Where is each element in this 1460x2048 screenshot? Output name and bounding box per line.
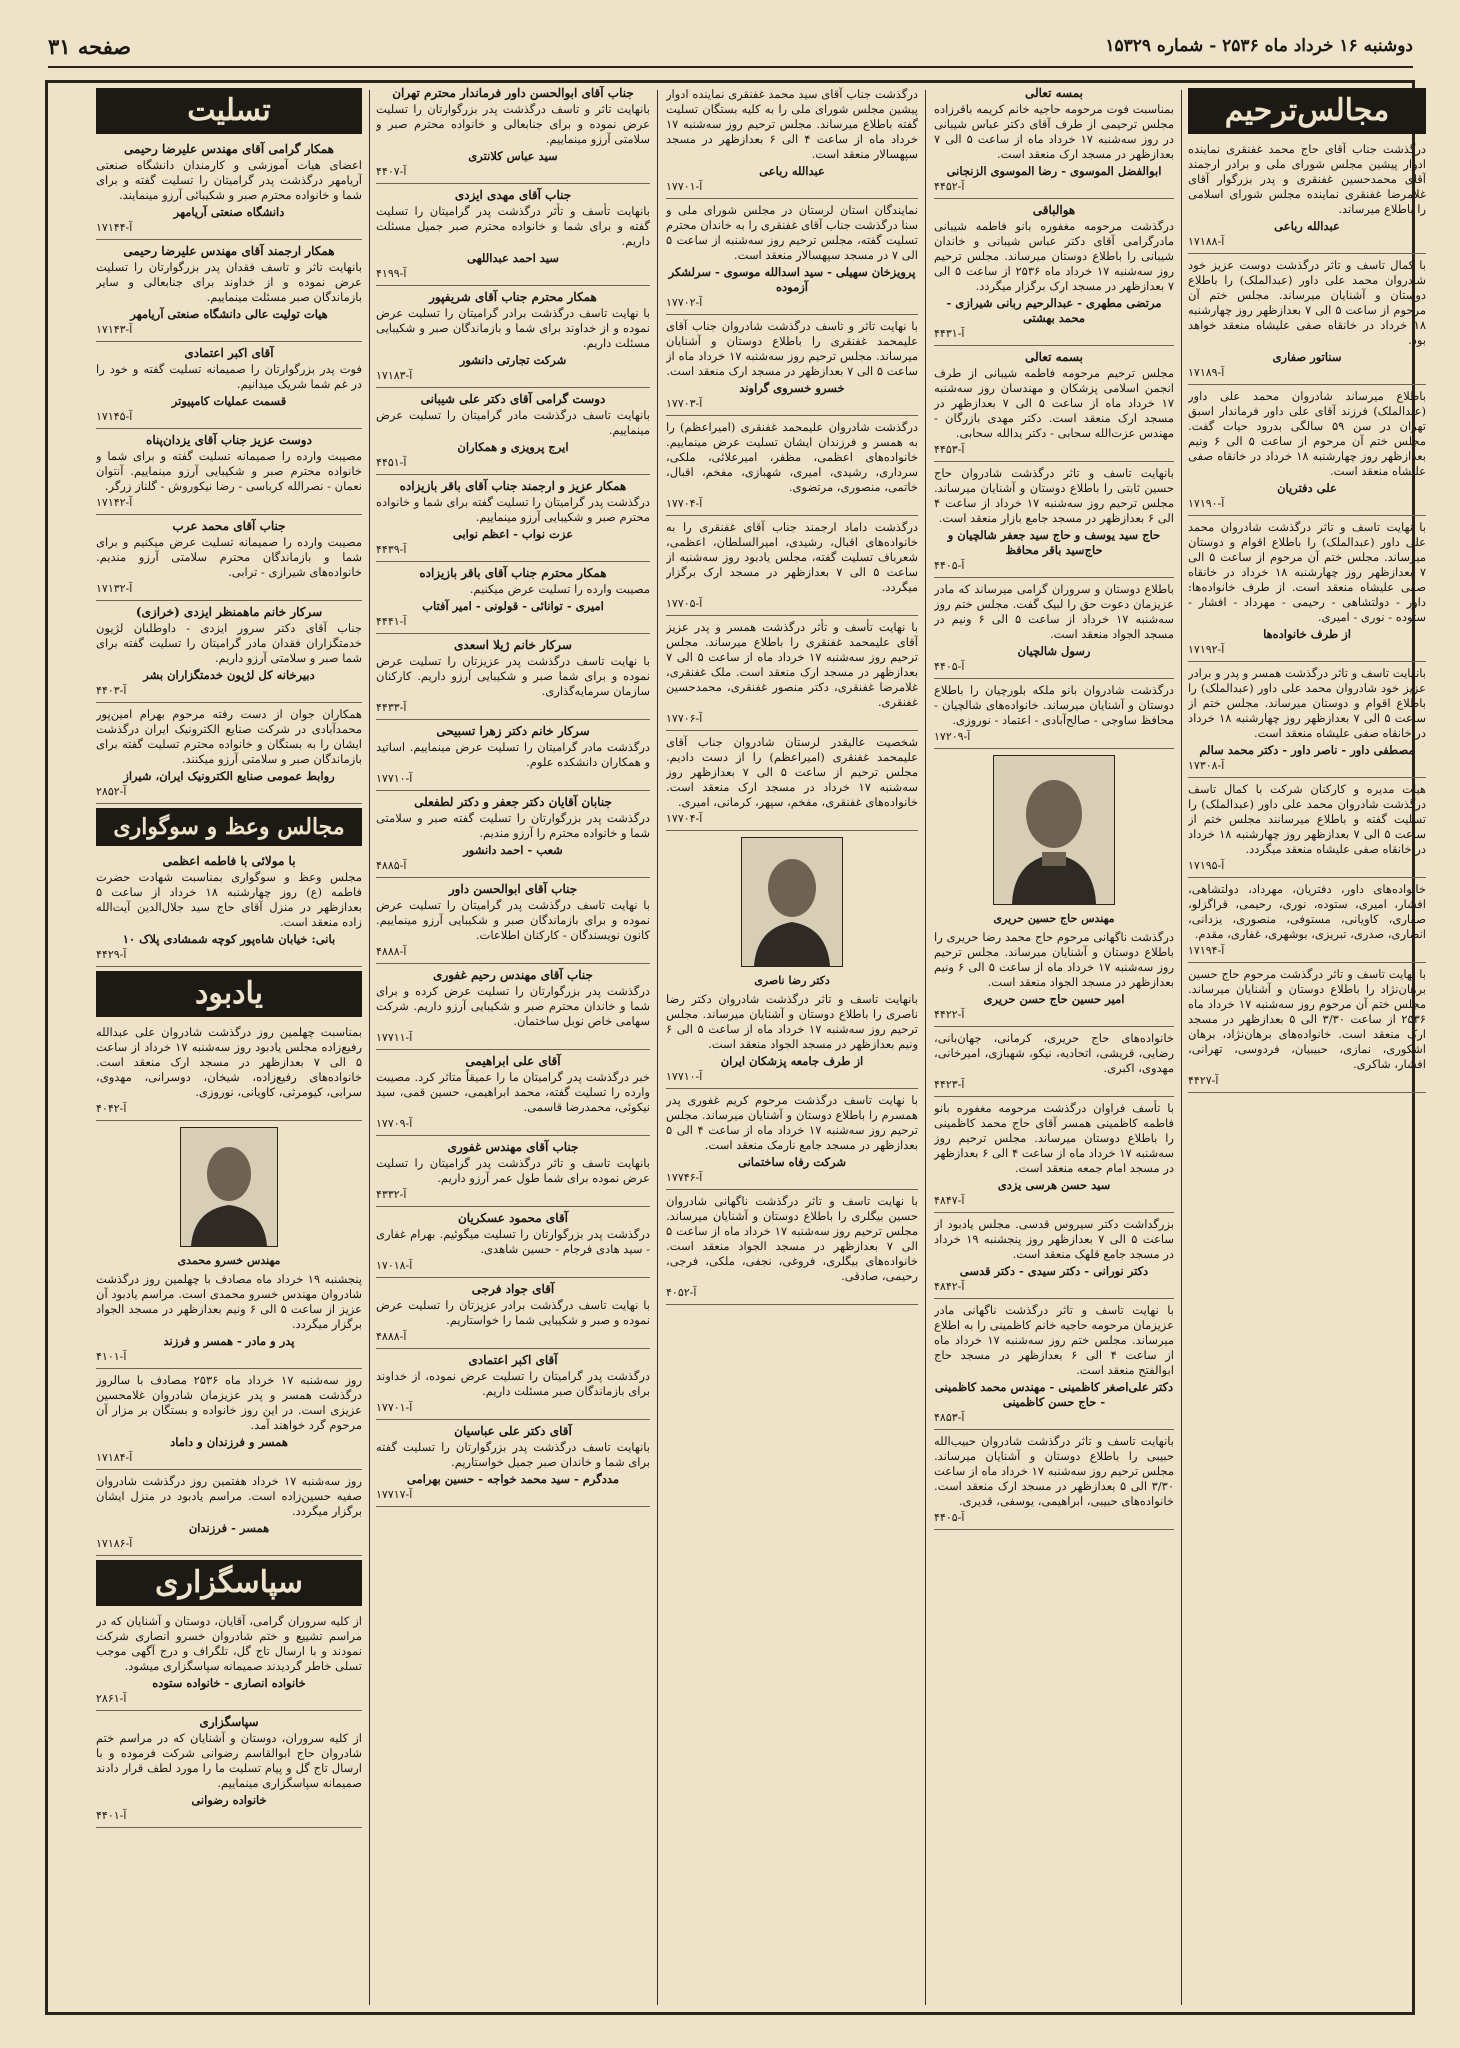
column-obituaries-3 <box>666 86 918 2008</box>
notice-signature: عبدالله رباعی <box>1274 219 1340 233</box>
notice-body: درگذشت شادروان علیمحمد غفنقری (امیراعظم) را به همسر و فرزندان ایشان تسلیت عرض مینماییم. خانواده‌های اعظمی، مظفر، امیرعلائی، ملکی، سرداری، رشیدی، امیری، شهبازی، مفخم، اقبال، خاتمی، منصوری، مرتضوی. <box>666 420 918 494</box>
notice <box>376 882 650 964</box>
notice-code: ۴۴۰۳-آ <box>96 684 127 697</box>
notice-code: ۴۸۸۵-آ <box>376 859 407 872</box>
notice <box>666 203 918 315</box>
notice-heading: جناب آقای مهندس رحیم غفوری <box>433 968 593 982</box>
notice-heading: بسمه تعالی <box>1024 350 1084 364</box>
notice <box>934 203 1174 346</box>
notice <box>96 1272 362 1369</box>
notice-code: ۴۸۴۲-آ <box>934 1280 965 1293</box>
notice-body: با نهایت تاسف درگذشت پدر گرامیتان را تسلیت عرض نموده و برای بازماندگان صبر و شکیبایی آرزو مینماییم. کانون نویسندگان - کارکنان اطلاعات. <box>376 898 650 942</box>
notice <box>96 244 362 342</box>
notice-body: از کلیه سروران، دوستان و آشنایان که در مراسم ختم شادروان حاج ابوالقاسم رضوانی شرکت فرموده و با ارسال تاج گل و پیام تسلیت ما را مورد لطف قرار دادند صمیمانه سپاسگزاری مینماییم. <box>96 1731 362 1790</box>
column-condolences <box>376 86 650 2008</box>
notice-code: ۱۷۷۰۴-آ <box>666 812 703 825</box>
notice-body: با نهایت تاسف درگذشت برادر عزیزتان را تسلیت عرض نموده و صبر و شکیبایی شما را خواستاریم. <box>376 1298 650 1327</box>
notice-signature: خانواده رضوانی <box>191 1793 267 1807</box>
notice-signature: مرتضی مطهری - عبدالرحیم ربانی شیرازی - محمد بهشتی <box>946 296 1162 325</box>
page-number: صفحه ۳۱ <box>48 34 132 59</box>
notice <box>1188 520 1426 662</box>
notice-body: هیات مدیره و کارکنان شرکت با کمال تاسف درگذشت شادروان محمد علی داور (عبدالملک) را تسلیت گفته و باطلاع میرسانند مجلس ختم از ساعت ۵ الی ۷ بعدازظهر روز چهارشنبه ۱۸ خرداد در خانقاه صفی علیشاه منعقد میگردد. <box>1188 782 1426 856</box>
notice-body: مصیبت وارده را صمیمانه تسلیت گفته و برای شما و خانواده محترم صبر و شکیبایی آرزو مینماییم. آنتوان نعمان - نصرالله کرباسی - رضا نیکوروش - گلناز زرگر. <box>96 449 362 493</box>
notice <box>376 724 650 791</box>
notice-body: شخصیت عالیقدر لرستان شادروان جناب آقای علیمحمد غفنقری (امیراعظم) را از دست دادیم. مجلس ترحیم از ساعت ۵ الی ۷ بعدازظهر روز سه‌شنبه ۱۷ خرداد در مسجد ارک منعقد است. خانواده‌های غفنقری، مفخم، سپهر، کرمانی، امیری. <box>666 735 918 809</box>
notice-body: همکاران جوان از دست رفته مرحوم بهرام امین‌پور محمدآبادی در شرکت صنایع الکترونیک ایران درگذشت ایشان را به بستگان و خانواده محترم تسلیت گفته برای بازماندگان صبر و سلامتی آرزو میکنند. <box>96 707 362 766</box>
notice-signature: سید احمد عبداللهی <box>467 251 559 265</box>
notice <box>376 1140 650 1207</box>
notice-heading: هوالباقی <box>1032 203 1076 217</box>
notice-signature: ایرج پرویزی و همکاران <box>457 440 569 454</box>
notice <box>96 1614 362 1711</box>
notice <box>666 1194 918 1305</box>
notice-code: ۱۷۷۱۷-آ <box>376 1488 413 1501</box>
notice-body: بانهایت تاسف و تاثر درگذشت پدر گرامیتان را تسلیت عرض نموده برای شما طول عمر آرزو داریم. <box>376 1156 650 1185</box>
notice <box>934 930 1174 1027</box>
notice-code: ۱۷۱۸۸-آ <box>1188 235 1225 248</box>
notice-heading: جناب آقای مهندس غفوری <box>447 1140 579 1154</box>
notice-body: خبر درگذشت پدر گرامیتان ما را عمیقاً متاثر کرد. مصیبت وارده را تسلیت گفته، محمد ابراهیمی، حسین قمی، سید نیکوئی، محمدرضا قاسمی. <box>376 1070 650 1114</box>
notice-body: با نهایت تاسف درگذشت پدر عزیزتان را تسلیت عرض نموده و برای شما صبر و شکیبایی آرزو داریم. کارکنان سازمان سرمایه‌گذاری. <box>376 654 650 698</box>
notice <box>666 735 918 831</box>
notice-body: مجلس ترحیم مرحومه فاطمه شیبانی از طرف انجمن اسلامی پزشکان و مهندسان روز سه‌شنبه ۱۷ خرداد ماه از ساعت ۵ الی ۷ بعدازظهر در مسجد ارک منعقد است. دکتر مهدی بازرگان - مهندس عزت‌الله سحابی - دکتر یدالله سحابی. <box>934 366 1174 440</box>
notice-body: درگذشت پدر بزرگوارتان را تسلیت عرض کرده و برای شما و خاندان محترم صبر و شکیبایی آرزو داریم. شرکت سهامی خاص نوبل ساختمان. <box>376 984 650 1028</box>
notice <box>96 1025 362 1121</box>
notice-code: ۴۸۵۳-آ <box>934 1411 965 1424</box>
portrait-block <box>96 1127 362 1268</box>
notice <box>934 350 1174 462</box>
notice-code: ۱۷۱۴۵-آ <box>96 410 133 423</box>
notice <box>376 638 650 720</box>
notice-code: ۱۷۱۹۲-آ <box>1188 643 1225 656</box>
notice-signature: قسمت عملیات کامپیوتر <box>171 394 287 408</box>
notice-body: با نهایت تاسف و تاثر درگذشت ناگهانی مادر عزیزمان مرحومه حاجیه خانم کاظمینی را به اطلاع میرساند. مجلس ختم روز سه‌شنبه ۱۷ خرداد ماه از ساعت ۴ الی ۶ بعدازظهر در مسجد حاج ابوالفتح منعقد است. <box>934 1303 1174 1377</box>
notice <box>376 1282 650 1349</box>
portrait-caption: مهندس حاج حسین حریری <box>993 912 1115 925</box>
notice-code: ۱۷۷۴۶-آ <box>666 1171 703 1184</box>
notice-body: جناب آقای دکتر سرور ایزدی - داوطلبان لژیون خدمتگزاران فقدان مادر گرامیتان را تسلیت گفته برای شما صبر و سلامتی آرزو داریم. <box>96 621 362 665</box>
notice-body: درگذشت پدر گرامیتان را تسلیت گفته برای شما و خانواده محترم صبر و شکیبایی آرزو مینماییم. <box>376 495 650 524</box>
notice-body: اعضای هیات آموزشی و کارمندان دانشگاه صنعتی آریامهر درگذشت پدر گرامیتان را تسلیت گفته و برای شما و خانواده محترم صبر و شکیبائی آرزو مینمایند. <box>96 158 362 202</box>
notice-heading: آقای دکتر علی عباسیان <box>454 1424 572 1438</box>
notice-code: ۱۷۲۰۹-آ <box>934 730 971 743</box>
notice <box>376 392 650 475</box>
notice-signature: خسرو خسروی گراوند <box>739 381 845 395</box>
notice <box>1188 666 1426 778</box>
notice-heading: همکار عزیز و ارجمند جناب آقای باقر بازیزاده <box>399 479 627 493</box>
notice-body: با تأسف فراوان درگذشت مرحومه مغفوره بانو فاطمه کاظمینی همسر آقای حاج محمد کاظمینی را باطلاع دوستان میرساند. مجلس ترحیم روز سه‌شنبه ۱۷ خرداد ماه از ساعت ۴ الی ۶ بعدازظهر در مسجد امام جمعه منعقد است. <box>934 1101 1174 1175</box>
notice-body: درگذشت جناب آقای سید محمد غفنقری نماینده ادوار پیشین مجلس شورای ملی را به کلیه بستگان تسلیت گفته باطلاع میرساند. مجلس ترحیم روز سه‌شنبه ۱۷ خرداد ماه از ساعت ۴ الی ۶ بعدازظهر در مسجد سپهسالار منعقد است. <box>666 87 918 161</box>
notice-heading: آقای محمود عسکریان <box>457 1211 569 1225</box>
column-obituaries-1 <box>1188 86 1426 2008</box>
portrait-photo <box>741 837 843 967</box>
notice-signature: هیات تولیت عالی دانشگاه صنعتی آریامهر <box>130 307 328 321</box>
notice-signature: عزت نواب - اعظم نوابی <box>452 527 574 541</box>
notice <box>666 620 918 731</box>
notice-signature: مددگرم - سید محمد خواجه - حسین بهرامی <box>406 1472 620 1486</box>
notice-body: با نهایت تاسف و تاثر درگذشت شادروان محمد علی داور (عبدالملک) را باطلاع اقوام و دوستان میرساند. مجلس ختم آن مرحوم از ساعت ۵ الی ۷ بعدازظهر روز چهارشنبه ۱۸ خرداد در خانقاه صفی علیشاه منعقد است. از طرف خانواده‌ها: داور - دولتشاهی - رحیمی - مهرداد - افشار - ستوده - نوری - امیری. <box>1188 520 1426 624</box>
notice-body: بانهایت تاسف و تاثر درگذشت شادروان دکتر رضا ناصری را باطلاع دوستان و آشنایان میرساند. مجلس ترحیم روز سه‌شنبه ۱۷ خرداد ماه از ساعت ۵ الی ۶ ونیم بعدازظهر در مسجد الجواد منعقد است. <box>666 992 918 1051</box>
notice-body: بانهایت تاسف و تاثر درگذشت شادروان حاج حسین ثابتی را باطلاع دوستان و آشنایان میرساند. مجلس ترحیم روز سه‌شنبه ۱۷ خرداد از ساعت ۴ الی ۶ بعدازظهر در مسجد جامع بازار منعقد است. <box>934 466 1174 525</box>
column-divider <box>369 90 370 2005</box>
notice <box>934 1031 1174 1097</box>
notice-body: بمناسبت فوت مرحومه حاجیه خانم کریمه باقرزاده مجلس ترحیمی از طرف آقای دکتر عباس شیبانی در روز سه‌شنبه ۱۷ خرداد ماه از ساعت ۵ الی ۷ بعدازظهر در مسجد ارک منعقد است. <box>934 102 1174 161</box>
notice-signature: دکتر علی‌اصغر کاظمینی - مهندس محمد کاظمینی - حاج حسن کاظمینی <box>934 1380 1174 1409</box>
notice-code: ۱۷۱۹۰-آ <box>1188 497 1225 510</box>
notice-body: خانواده‌های داور، دفتریان، مهرداد، دولتشاهی، افشار، امیری، ستوده، نوری، رحیمی، قراگزلو، صفاری، کاویانی، مستوفی، منصوری، یزدانی، انصاری، صدری، تبریزی، بوشهری، غفاری، مقدم. <box>1188 882 1426 941</box>
notice-signature: دانشگاه صنعتی آریامهر <box>173 205 285 219</box>
notice-body: درگذشت مادر گرامیتان را تسلیت عرض مینماییم. اساتید و همکاران دانشکده علوم. <box>376 740 650 769</box>
notice <box>1188 389 1426 516</box>
notice-body: بانهایت تاثر و تاسف درگذشت پدر بزرگوارتان را تسلیت عرض نموده و برای جنابعالی و خانواده محترم صبر و سلامتی آرزو مینماییم. <box>376 102 650 146</box>
notice <box>934 1303 1174 1430</box>
notice-code: ۴۴۰۵-آ <box>934 559 965 572</box>
notice-body: درگذشت داماد ارجمند جناب آقای غفنقری را به خانواده‌های اقبال، رشیدی، امیرالسلطان، اعظمی، شعرباف تسلیت گفته، مجلس یادبود روز سه‌شنبه از ساعت ۵ الی ۷ بعدازظهر در مسجد ارک برگزار میگردد. <box>666 520 918 594</box>
notice <box>934 1101 1174 1213</box>
notice-signature: پرویزخان سهیلی - سید اسدالله موسوی - سرلشکر آزموده <box>668 265 916 294</box>
notice-heading: با مولائی با فاطمه اعظمی <box>162 854 296 868</box>
notice-code: ۴۸۸۸-آ <box>376 945 407 958</box>
notice <box>376 86 650 184</box>
notice-body: باطلاع دوستان و سروران گرامی میرساند که مادر عزیزمان دعوت حق را لبیک گفت. مجلس ختم روز سه‌شنبه ۱۷ خرداد از ساعت ۵ الی ۶ ونیم در مسجد الجواد منعقد است. <box>934 582 1174 641</box>
notice <box>376 1211 650 1278</box>
notice-heading: جناب آقای مهدی ایزدی <box>454 188 572 202</box>
notice-signature: پدر و مادر - همسر و فرزند <box>163 1334 295 1348</box>
notice-signature: دکتر نورانی - دکتر سیدی - دکتر قدسی <box>959 1264 1149 1278</box>
notice-signature: از طرف جامعه پزشکان ایران <box>720 1054 864 1068</box>
notice <box>376 566 650 634</box>
notice <box>376 1424 650 1507</box>
notice <box>1188 142 1426 254</box>
notice <box>666 1093 918 1190</box>
notice-code: ۴۸۴۷-آ <box>934 1194 965 1207</box>
notice-code: ۱۷۷۰۵-آ <box>666 597 703 610</box>
notice-body: بانهایت تاسف درگذشت مادر گرامیتان را تسلیت عرض مینماییم. <box>376 408 650 437</box>
notice <box>96 433 362 515</box>
portrait-block <box>934 755 1174 926</box>
notice-code: ۴۴۲۲-آ <box>934 1008 965 1021</box>
notice-code: ۱۷۷۱۰-آ <box>376 772 413 785</box>
notice-body: با نهایت تاسف و تاثر درگذشت مرحوم حاج حسین برهان‌نژاد را باطلاع دوستان و آشنایان میرساند. مجلس ختم آن مرحوم روز سه‌شنبه ۱۷ خرداد ماه ۲۵۳۶ از ساعت ۳/۳۰ الی ۵ بعدازظهر در مسجد ارک منعقد است. خانواده‌های برهان‌نژاد، برهان اشکوری، نمازی، حبیبیان، فردوسی، تهرانی، افشار، شاکری. <box>1188 967 1426 1071</box>
notice <box>934 582 1174 679</box>
portrait-block <box>666 837 918 988</box>
notice <box>96 142 362 240</box>
notice-body: درگذشت پدر گرامیتان را تسلیت عرض نموده، از خداوند برای بازماندگان صبر مسئلت داریم. <box>376 1369 650 1398</box>
notice-code: ۱۷۷۰۳-آ <box>666 397 703 410</box>
notice-heading: همکار محترم جناب آقای شریفپور <box>429 290 597 304</box>
notice <box>1188 258 1426 385</box>
notice-heading: آقای اکبر اعتمادی <box>468 1353 558 1367</box>
notice-body: مجلس وعظ و سوگواری بمناسبت شهادت حضرت فاطمه (ع) روز چهارشنبه ۱۸ خرداد از ساعت ۵ بعدازظهر در منزل آقای حاج سید جلال‌الدین آیت‌الله زاده منعقد است. <box>96 870 362 929</box>
notice-body: بمناسبت چهلمین روز درگذشت شادروان علی عبدالله رفیع‌زاده مجلس یادبود روز سه‌شنبه ۱۷ خرداد از ساعت ۵ الی ۷ بعدازظهر در مسجد ارک منعقد است. خانواده‌های رفیع‌زاده، شیخان، دوسرانی، مهدوی، سرابی، کیومرثی، کاویانی، نوروزی. <box>96 1025 362 1099</box>
section-title-memorials: مجالس‌ترحیم <box>1188 88 1426 134</box>
portrait-caption: دکتر رضا ناصری <box>754 974 830 987</box>
notice-code: ۱۷۷۰۲-آ <box>666 296 703 309</box>
notice-code: ۱۷۷۱۱-آ <box>376 1031 413 1044</box>
notice-body: درگذشت جناب آقای حاج محمد غفنقری نماینده ادوار پیشین مجلس شورای ملی و برادر ارجمند آقای محمدحسین غفنقری و پدر بزرگوار آقای غلامرضا غفنقری نماینده مجلس شورای اسلامی را باطلاع میرساند. <box>1188 142 1426 216</box>
notice-body: بزرگداشت دکتر سیروس قدسی. مجلس یادبود از ساعت ۵ الی ۷ بعدازظهر روز پنجشنبه ۱۹ خرداد در مسجد جامع قلهک منعقد است. <box>934 1217 1174 1261</box>
notice-body: فوت پدر بزرگوارتان را صمیمانه تسلیت گفته و خود را در غم شما شریک میدانیم. <box>96 362 362 391</box>
notice-code: ۴۴۵۳-آ <box>934 443 965 456</box>
notice <box>666 420 918 516</box>
portrait-photo <box>180 1127 278 1247</box>
notice-body: بانهایت تأسف و تأثر درگذشت پدر گرامیتان را تسلیت گفته و برای شما و خانواده محترم صبر جمیل مسئلت داریم. <box>376 204 650 248</box>
notice-body: مصیبت وارده را تسلیت عرض میکنیم. <box>469 582 650 596</box>
notice-code: ۱۷۱۸۳-آ <box>376 369 413 382</box>
notice-body: با نهایت تأسف و تأثر درگذشت همسر و پدر عزیز آقای علیمحمد غفنقری را باطلاع میرساند. مجلس ترحیم روز سه‌شنبه ۱۷ خرداد ماه از ساعت ۵ الی ۷ بعدازظهر در مسجد ارک منعقد است. ملک غفنقری، غلامرضا غفنقری، دکتر منصور غفنقری، محمدحسین غفنقری. <box>666 620 918 709</box>
notice <box>96 1474 362 1556</box>
notice-body: باطلاع میرساند شادروان محمد علی داور (عبدالملک) فرزند آقای علی داور فرماندار اسبق تهران در سن ۵۹ سالگی بدرود حیات گفت. مجلس ختم آن مرحوم از ساعت ۵ الی ۶ ونیم بعدازظهر روز چهارشنبه ۱۸ خرداد در خانقاه صفی علیشاه منعقد است. <box>1188 389 1426 478</box>
notice-code: ۴۴۲۹-آ <box>96 948 127 961</box>
notice-signature: سید عباس کلانتری <box>468 149 558 163</box>
notice-signature: حاج سید یوسف و حاج سید جعفر شالچیان و حاج‌سید باقر محافظ <box>947 528 1161 557</box>
notice-signature: مصطفی داور - ناصر داور - دکتر محمد سالم <box>1199 743 1415 757</box>
notice-code: ۴۱۰۱-آ <box>96 1350 127 1363</box>
notice-heading: جناب آقای محمد عرب <box>172 519 286 533</box>
notice-code: ۱۷۱۴۴-آ <box>96 221 133 234</box>
notice-body: با نهایت تاسف درگذشت برادر گرامیتان را تسلیت عرض نموده و از خداوند برای شما و بازماندگان صبر و شکیبایی مسئلت داریم. <box>376 306 650 350</box>
notice <box>376 795 650 878</box>
section-title-condolence: تسلیت <box>96 88 362 134</box>
notice-code: ۴۰۵۲-آ <box>666 1286 697 1299</box>
notice-signature: روابط عمومی صنایع الکترونیک ایران، شیراز <box>123 769 335 783</box>
notice-body: بانهایت تاسف و تاثر درگذشت شادروان حبیب‌الله حبیبی را باطلاع دوستان و آشنایان میرساند. مجلس ترحیم روز سه‌شنبه ۱۷ خرداد ماه از ساعت ۳/۳۰ الی ۵ بعدازظهر در مسجد ارک منعقد است. خانواده‌های حبیبی، ابراهیمی، یوسفی، قدیری. <box>934 1434 1174 1508</box>
notice-code: ۴۴۳۱-آ <box>934 327 965 340</box>
notice-signature: سناتور صفاری <box>1272 350 1342 364</box>
notice-code: ۴۱۹۹-آ <box>376 267 407 280</box>
notice-code: ۱۷۱۸۹-آ <box>1188 366 1225 379</box>
notice-code: ۴۴۰۷-آ <box>376 165 407 178</box>
notice-heading: سرکار خانم ژیلا اسعدی <box>454 638 572 652</box>
notice-body: درگذشت مرحومه مغفوره بانو فاطمه شیبانی مادرگرامی آقای دکتر عباس شیبانی و خاندان شیبانی را باطلاع دوستان میرساند. مجلس ترحیم روز سه‌شنبه ۱۷ خرداد ماه ۲۵۳۶ از ساعت ۵ الی ۷ بعدازظهر در مسجد ارک برگزار میگردد. <box>934 219 1174 293</box>
notice-code: ۱۷۳۰۸-آ <box>1188 759 1225 772</box>
notice <box>96 1373 362 1470</box>
notice-code: ۲۸۶۱-آ <box>96 1692 127 1705</box>
notice-code: ۴۴۲۷-آ <box>1188 1074 1219 1087</box>
section-title-thanks: سپاسگزاری <box>96 1560 362 1606</box>
notice-signature: رسول شالچیان <box>1017 644 1091 658</box>
notice <box>666 87 918 199</box>
notice-body: با نهایت تاسف و تاثر درگذشت ناگهانی شادروان حسین بیگلری را باطلاع دوستان و آشنایان میرساند. مجلس ترحیم روز سه‌شنبه ۱۷ خرداد ماه از ساعت ۵ الی ۷ بعدازظهر در مسجد الجواد منعقد است. خانواده‌های بیگلری، فروغی، نجفی، ملکی، فرجی، رحیمی، صادقی. <box>666 1194 918 1283</box>
notice <box>934 1217 1174 1299</box>
notice-code: ۲۸۵۲-آ <box>96 785 127 798</box>
notice <box>96 519 362 601</box>
notice <box>376 479 650 562</box>
notice-body: روز سه‌شنبه ۱۷ خرداد ماه ۲۵۳۶ مصادف با سالروز درگذشت همسر و پدر عزیزمان شادروان غلامحسین عزیزی است. در این روز خانواده و بستگان بر مزار آن مرحوم گرد خواهند آمد. <box>96 1373 362 1432</box>
notice-code: ۴۴۲۳-آ <box>934 1078 965 1091</box>
notice-code: ۴۴۵۱-آ <box>376 456 407 469</box>
notice-code: ۱۷۷۰۹-آ <box>376 1117 413 1130</box>
notice-signature: بانی: خیابان شاه‌پور کوچه شمشادی پلاک ۱۰ <box>122 932 336 946</box>
notice-signature: ابوالفضل الموسوی - رضا الموسوی الزنجانی <box>946 164 1162 178</box>
notice <box>934 683 1174 749</box>
notice <box>96 1715 362 1828</box>
notice <box>376 1054 650 1136</box>
notice-heading: دوست عزیز جناب آقای یزدان‌پناه <box>146 433 312 447</box>
notice-code: ۴۴۴۱-آ <box>376 615 407 628</box>
issue-line: دوشنبه ۱۶ خرداد ماه ۲۵۳۶ - شماره ۱۵۳۲۹ <box>1105 36 1413 56</box>
notice-code: ۱۷۷۰۱-آ <box>376 1401 413 1414</box>
notice-heading: جناب آقای ابوالحسن داور <box>448 882 578 896</box>
notice-signature: سید حسن هرسی یزدی <box>997 1178 1111 1192</box>
notice-heading: سپاسگزاری <box>199 1715 259 1729</box>
notice <box>96 605 362 703</box>
notice-heading: آقای علی ابراهیمی <box>465 1054 561 1068</box>
notice-heading: آقای جواد فرجی <box>471 1282 555 1296</box>
section-title-sermons: مجالس وعظ و سوگواری <box>96 808 362 846</box>
column-obituaries-2 <box>934 86 1174 2008</box>
notice-code: ۱۷۱۳۲-آ <box>96 582 133 595</box>
notice-heading: جناب آقای ابوالحسن داور فرماندار محترم تهران <box>392 86 634 100</box>
notice <box>1188 882 1426 963</box>
notice-heading: همکار ارجمند آقای مهندس علیرضا رحیمی <box>123 244 335 258</box>
notice-signature: شرکت تجارتی دانشور <box>459 353 567 367</box>
notice-code: ۴۴۰۵-آ <box>934 660 965 673</box>
notice-signature: علی دفتریان <box>1277 481 1337 495</box>
notice-heading: جنابان آقایان دکتر جعفر و دکتر لطفعلی <box>414 795 612 809</box>
notice-code: ۴۴۵۲-آ <box>934 180 965 193</box>
notice-code: ۱۷۱۹۴-آ <box>1188 944 1225 957</box>
notice-signature: خانواده انصاری - خانواده ستوده <box>152 1676 306 1690</box>
notice <box>666 319 918 416</box>
notice-body: خانواده‌های حاج حریری، کرمانی، جهان‌بانی، رضایی، قریشی، اتحادیه، نیکو، شهبازی، امیرخانی، مهدوی، اکبری. <box>934 1031 1174 1075</box>
notice-body: پنجشنبه ۱۹ خرداد ماه مصادف با چهلمین روز درگذشت شادروان مهندس خسرو محمدی است. مراسم یادبود آن عزیز از ساعت ۵ الی ۶ ونیم بعدازظهر در مسجد الجواد برگزار میگردد. <box>96 1272 362 1331</box>
column-condolences-memorials <box>96 86 362 2008</box>
section-title-remembrance: یادبود <box>96 971 362 1017</box>
notice <box>96 346 362 429</box>
notice-body: مصیبت وارده را صمیمانه تسلیت عرض میکنیم و برای شما و بازماندگان محترم سلامتی آرزو مندیم. خانواده‌های شیرازی - ترابی. <box>96 535 362 579</box>
notice-code: ۱۷۰۱۸-آ <box>376 1259 413 1272</box>
notice-code: ۱۷۱۴۲-آ <box>96 496 133 509</box>
notice <box>96 854 362 967</box>
notice-code: ۱۷۱۴۳-آ <box>96 323 133 336</box>
notice-code: ۱۷۷۰۱-آ <box>666 180 703 193</box>
notice-signature: همسر - فرزندان <box>188 1521 270 1535</box>
column-divider <box>1181 90 1182 2005</box>
notice-code: ۱۷۱۸۴-آ <box>96 1451 133 1464</box>
notice-heading: بمسه تعالی <box>1024 86 1084 100</box>
notice-signature: عبدالله رباعی <box>759 164 825 178</box>
notice <box>934 1434 1174 1530</box>
notice-code: ۱۷۱۸۶-آ <box>96 1537 133 1550</box>
notice-body: درگذشت شادروان بانو ملکه بلورچیان را باطلاع دوستان و آشنایان میرساند. خانواده‌های شالچیان - محافظ ساوجی - صالح‌آبادی - اعتماد - نوروزی. <box>934 683 1174 727</box>
notice-code: ۴۰۴۲-آ <box>96 1102 127 1115</box>
notice-heading: سرکار خانم ماهمنظر ایزدی (خرازی) <box>135 605 323 619</box>
notice-signature: شرکت رفاه ساختمانی <box>738 1155 846 1169</box>
notice-code: ۱۷۷۰۴-آ <box>666 497 703 510</box>
page-header <box>48 30 1413 68</box>
notice-heading: همکار گرامی آقای مهندس علیرضا رحیمی <box>124 142 334 156</box>
column-divider <box>925 90 926 2005</box>
notice <box>1188 782 1426 878</box>
notice-code: ۱۷۱۹۵-آ <box>1188 859 1225 872</box>
notice-code: ۴۴۰۱-آ <box>96 1809 127 1822</box>
notice <box>96 707 362 804</box>
notice <box>934 86 1174 199</box>
notice-body: از کلیه سروران گرامی، آقایان، دوستان و آشنایان که در مراسم تشییع و ختم شادروان خسرو انصاری شرکت نمودند و با ارسال تاج گل، تلگراف و درج آگهی موجب تسلی خاطر گردیدند صمیمانه سپاسگزاری میشود. <box>96 1614 362 1673</box>
notice-code: ۱۷۷۱۰-آ <box>666 1070 703 1083</box>
notice-heading: سرکار خانم دکتر زهرا تسبیحی <box>436 724 590 738</box>
notice-heading: دوست گرامی آقای دکتر علی شیبانی <box>420 392 606 406</box>
notice-code: ۴۸۸۸-آ <box>376 1330 407 1343</box>
notice-code: ۴۴۳۳-آ <box>376 701 407 714</box>
notice-code: ۴۳۳۲-آ <box>376 1188 407 1201</box>
notice <box>376 188 650 286</box>
notice <box>666 992 918 1089</box>
notice-code: ۴۴۳۹-آ <box>376 543 407 556</box>
notice-signature: امیر حسین حاج حسن حریری <box>983 992 1125 1006</box>
notice-heading: همکار محترم جناب آقای باقر بازیزاده <box>419 566 607 580</box>
notice-signature: از طرف خانواده‌ها <box>1263 627 1351 641</box>
notice-signature: دبیرخانه کل لژیون خدمتگزاران بشر <box>143 668 315 682</box>
notice-body: بانهایت تاثر و تاسف فقدان پدر بزرگوارتان را تسلیت عرض نموده و از خداوند برای جنابعالی و سایر بازماندگان صبر مسئلت مینماییم. <box>96 260 362 304</box>
notice <box>376 968 650 1050</box>
notice-body: با کمال تاسف و تاثر درگذشت دوست عزیز خود شادروان محمد علی داور (عبدالملک) را باطلاع دوستان و آشنایان میرساند. مجلس ختم آن مرحوم از ساعت ۵ الی ۷ بعدازظهر روز چهارشنبه ۱۸ خرداد در خانقاه صفی علیشاه منعقد خواهد بود. <box>1188 258 1426 347</box>
column-divider <box>657 90 658 2005</box>
notice-body: با نهایت تاسف درگذشت مرحوم کریم غفوری پدر همسرم را باطلاع دوستان و آشنایان میرساند. مجلس ترحیم روز سه‌شنبه ۱۷ خرداد ماه از ساعت ۴ الی ۵ بعدازظهر در مسجد جامع نارمک منعقد است. <box>666 1093 918 1152</box>
notice-code: ۴۴۰۵-آ <box>934 1511 965 1524</box>
notice-body: درگذشت پدر بزرگوارتان را تسلیت میگوئیم. بهرام غفاری - سید هادی فرجام - حسین شاهدی. <box>376 1227 650 1256</box>
notice-code: ۱۷۷۰۶-آ <box>666 712 703 725</box>
portrait-photo <box>993 755 1115 905</box>
notice <box>934 466 1174 578</box>
notice-signature: امیری - توانائی - قولونی - امیر آفتاب <box>422 599 604 613</box>
notice <box>376 1353 650 1420</box>
notice-body: بانهایت تاسف درگذشت پدر بزرگوارتان را تسلیت گفته برای شما و خاندان صبر جمیل خواستاریم. <box>376 1440 650 1469</box>
notice-body: درگذشت ناگهانی مرحوم حاج محمد رضا حریری را باطلاع دوستان و آشنایان میرساند. مجلس ترحیم روز سه‌شنبه ۱۷ خرداد ماه از ساعت ۵ الی ۶ ونیم بعدازظهر در مسجد الجواد منعقد است. <box>934 930 1174 989</box>
notice <box>1188 967 1426 1093</box>
notice-body: بانهایت تاسف و تاثر درگذشت همسر و پدر و برادر عزیز خود شادروان محمد علی داور (عبدالملک) را باطلاع اقوام و دوستان میرساند. مجلس ختم از ساعت ۵ الی ۷ بعدازظهر روز چهارشنبه ۱۸ خرداد در خانقاه صفی علیشاه منعقد است. <box>1188 666 1426 740</box>
notice-signature: شعب - احمد دانشور <box>463 843 563 857</box>
notice <box>376 290 650 388</box>
notice-body: با نهایت تاثر و تاسف درگذشت شادروان جناب آقای علیمحمد غفنقری را باطلاع دوستان و آشنایان میرساند. مجلس ترحیم روز سه‌شنبه ۱۷ خرداد ماه از ساعت ۵ الی ۷ بعدازظهر در مسجد ارک منعقد است. <box>666 319 918 378</box>
notice-heading: آقای اکبر اعتمادی <box>184 346 274 360</box>
notice-body: نمایندگان استان لرستان در مجلس شورای ملی و سنا درگذشت جناب آقای غفنقری را به خاندان محترم تسلیت گفته، مجلس ترحیم روز سه‌شنبه از ساعت ۵ الی ۷ در مسجد سپهسالار منعقد است. <box>666 203 918 262</box>
notice-body: روز سه‌شنبه ۱۷ خرداد هفتمین روز درگذشت شادروان صفیه حسین‌زاده است. مراسم یادبود در منزل ایشان برگزار میگردد. <box>96 1474 362 1518</box>
portrait-caption: مهندس خسرو محمدی <box>177 1254 281 1267</box>
notice <box>666 520 918 616</box>
notice-body: درگذشت پدر بزرگوارتان را تسلیت گفته صبر و سلامتی شما و خانواده محترم را آرزو مندیم. <box>376 811 650 840</box>
notice-signature: همسر و فرزندان و داماد <box>170 1435 288 1449</box>
